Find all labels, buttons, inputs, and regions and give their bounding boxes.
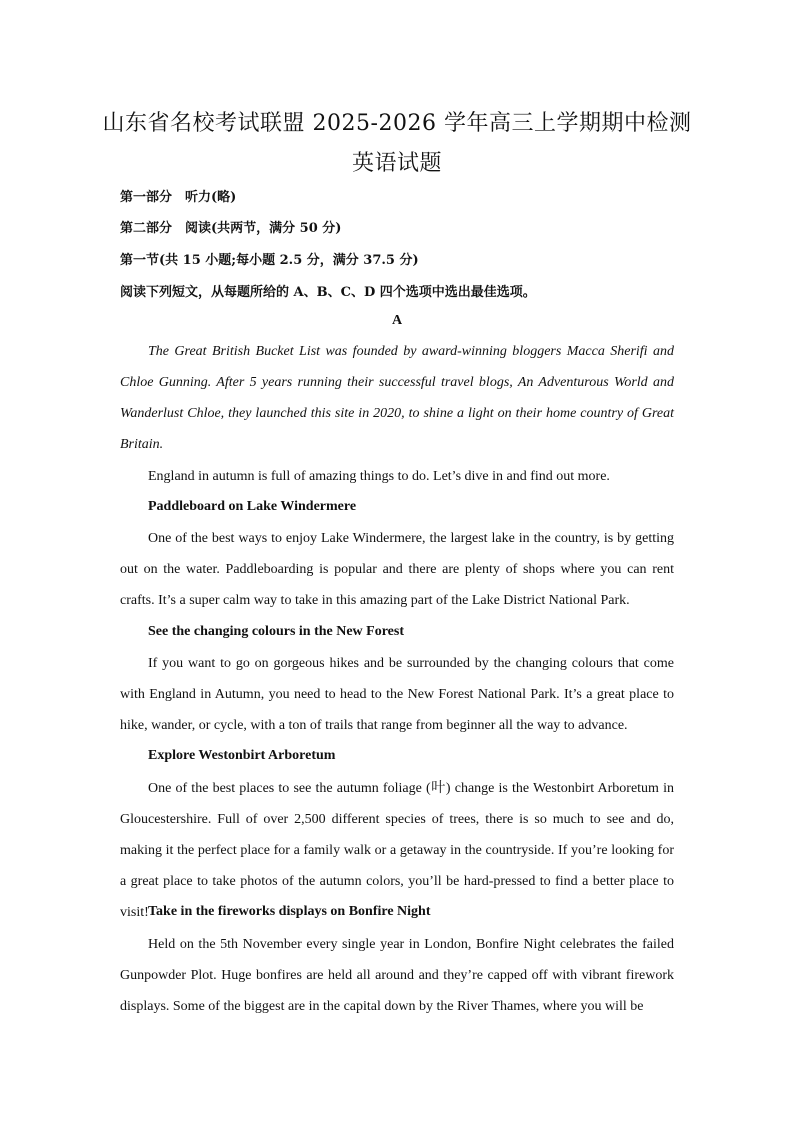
part2-heading: 第二部分 阅读(共两节，满分 50 分) [120,221,342,236]
exam-subject-title: 英语试题 [351,151,442,176]
section-body-paddleboard: One of the best ways to enjoy Lake Windermere, the largest lake in the country, is by getting out on the water. Paddleboarding is popular and there are plenty of shops where you can rent crafts. It’s a super calm way to take in this amazing part of the Lake District National Park. [120,531,674,608]
section-heading-bonfire: Take in the fireworks displays on Bonfire Night [148,904,431,919]
lead-paragraph: England in autumn is full of amazing things to do. Let’s dive in and find out more. [148,469,610,484]
section-heading-paddleboard: Paddleboard on Lake Windermere [148,499,357,514]
section1-heading: 第一节(共 15 小题;每小题 2.5 分，满分 37.5 分) [120,253,419,268]
part1-heading: 第一部分 听力(略) [120,190,237,205]
section-body-westonbirt: One of the best places to see the autumn foliage (叶) change is the Westonbirt Arboretum in Gloucestershire. Full of over 2,500 different species of trees, there is so much to see and do, making it the perfect place for a family walk or a getaway in the countryside. If you’re looking for a great place to take photos of the autumn colors, you’ll be hard-pressed to find a better place to visit! [120,781,674,920]
exam-title: 山东省名校考试联盟 2025-2026 学年高三上学期期中检测 [102,111,692,136]
section-body-bonfire: Held on the 5th November every single year in London, Bonfire Night celebrates the failed Gunpowder Plot. Huge bonfires are held all around and they’re capped off with vibrant firework displays. Some of the biggest are in the capital down by the River Thames, where you will be [120,937,674,1014]
section-body-new-forest: If you want to go on gorgeous hikes and be surrounded by the changing colours that come with England in Autumn, you need to head to the New Forest National Park. It’s a great place to hike, wander, or cycle, with a ton of trails that range from beginner all the way to advance. [120,656,674,733]
intro-paragraph: The Great British Bucket List was founded by award-winning bloggers Macca Sherifi and Chloe Gunning. After 5 years running their successful travel blogs, An Adventurous World and Wanderlust Chloe, they launched this site in 2020, to shine a light on their home country of Great Britain. [120,344,674,452]
instruction-text: 阅读下列短文，从每题所给的 A、B、C、D 四个选项中选出最佳选项。 [120,285,536,300]
passage-letter: A [391,313,403,328]
section-heading-westonbirt: Explore Westonbirt Arboretum [148,748,336,763]
section-heading-new-forest: See the changing colours in the New Forest [148,624,404,639]
